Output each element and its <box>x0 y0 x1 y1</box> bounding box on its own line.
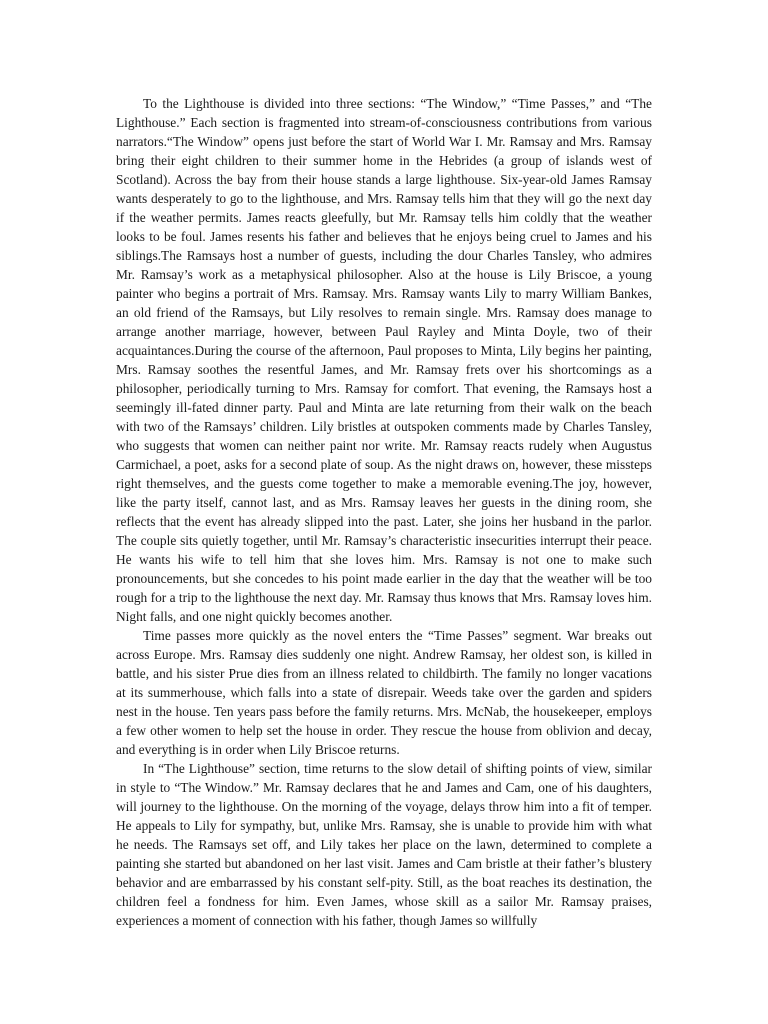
paragraph-lighthouse: In “The Lighthouse” section, time returns to the slow detail of shifting points of view, similar in style to “The Window.” Mr. Ramsay declares that he and James and Cam, one of his daughters, will journey to the lighthouse. On the morning of the voyage, delays throw him into a fit of temper. He appeals to Lily for sympathy, but, unlike Mrs. Ramsay, she is unable to provide him with what he needs. The Ramsays set off, and Lily takes her place on the lawn, determined to complete a painting she started but abandoned on her last visit. James and Cam bristle at their father’s blustery behavior and are embarrassed by his constant self-pity. Still, as the boat reaches its destination, the children feel a fondness for him. Even James, whose skill as a sailor Mr. Ramsay praises, experiences a moment of connection with his father, though James so willfully <box>116 761 652 928</box>
document-page <box>116 94 652 930</box>
paragraph-window: To the Lighthouse is divided into three sections: “The Window,” “Time Passes,” and “The Lighthouse.” Each section is fragmented into stream-of-consciousness contributions from various narrators.“The Window” opens just before the start of World War I. Mr. Ramsay and Mrs. Ramsay bring their eight children to their summer home in the Hebrides (a group of islands west of Scotland). Across the bay from their house stands a large lighthouse. Six-year-old James Ramsay wants desperately to go to the lighthouse, and Mrs. Ramsay tells him that they will go the next day if the weather permits. James reacts gleefully, but Mr. Ramsay tells him coldly that the weather looks to be foul. James resents his father and believes that he enjoys being cruel to James and his siblings.The Ramsays host a number of guests, including the dour Charles Tansley, who admires Mr. Ramsay’s work as a metaphysical philosopher. Also at the house is Lily Briscoe, a young painter who begins a portrait of Mrs. Ramsay. Mrs. Ramsay wants Lily to marry William Bankes, an old friend of the Ramsays, but Lily resolves to remain single. Mrs. Ramsay does manage to arrange another marriage, however, between Paul Rayley and Minta Doyle, two of their acquaintances.During the course of the afternoon, Paul proposes to Minta, Lily begins her painting, Mrs. Ramsay soothes the resentful James, and Mr. Ramsay frets over his shortcomings as a philosopher, periodically turning to Mrs. Ramsay for comfort. That evening, the Ramsays host a seemingly ill-fated dinner party. Paul and Minta are late returning from their walk on the beach with two of the Ramsays’ children. Lily bristles at outspoken comments made by Charles Tansley, who suggests that women can neither paint nor write. Mr. Ramsay reacts rudely when Augustus Carmichael, a poet, asks for a second plate of soup. As the night draws on, however, these missteps right themselves, and the guests come together to make a memorable evening.The joy, however, like the party itself, cannot last, and as Mrs. Ramsay leaves her guests in the dining room, she reflects that the event has already slipped into the past. Later, she joins her husband in the parlor. The couple sits quietly together, until Mr. Ramsay’s characteristic insecurities interrupt their peace. He wants his wife to tell him that she loves him. Mrs. Ramsay is not one to make such pronouncements, but she concedes to his point made earlier in the day that the weather will be too rough for a trip to the lighthouse the next day. Mr. Ramsay thus knows that Mrs. Ramsay loves him. Night falls, and one night quickly becomes another. <box>116 96 652 624</box>
paragraph-time-passes: Time passes more quickly as the novel enters the “Time Passes” segment. War breaks out across Europe. Mrs. Ramsay dies suddenly one night. Andrew Ramsay, her oldest son, is killed in battle, and his sister Prue dies from an illness related to childbirth. The family no longer vacations at its summerhouse, which falls into a state of disrepair. Weeds take over the garden and spiders nest in the house. Ten years pass before the family returns. Mrs. McNab, the housekeeper, employs a few other women to help set the house in order. They rescue the house from oblivion and decay, and everything is in order when Lily Briscoe returns. <box>116 628 652 757</box>
